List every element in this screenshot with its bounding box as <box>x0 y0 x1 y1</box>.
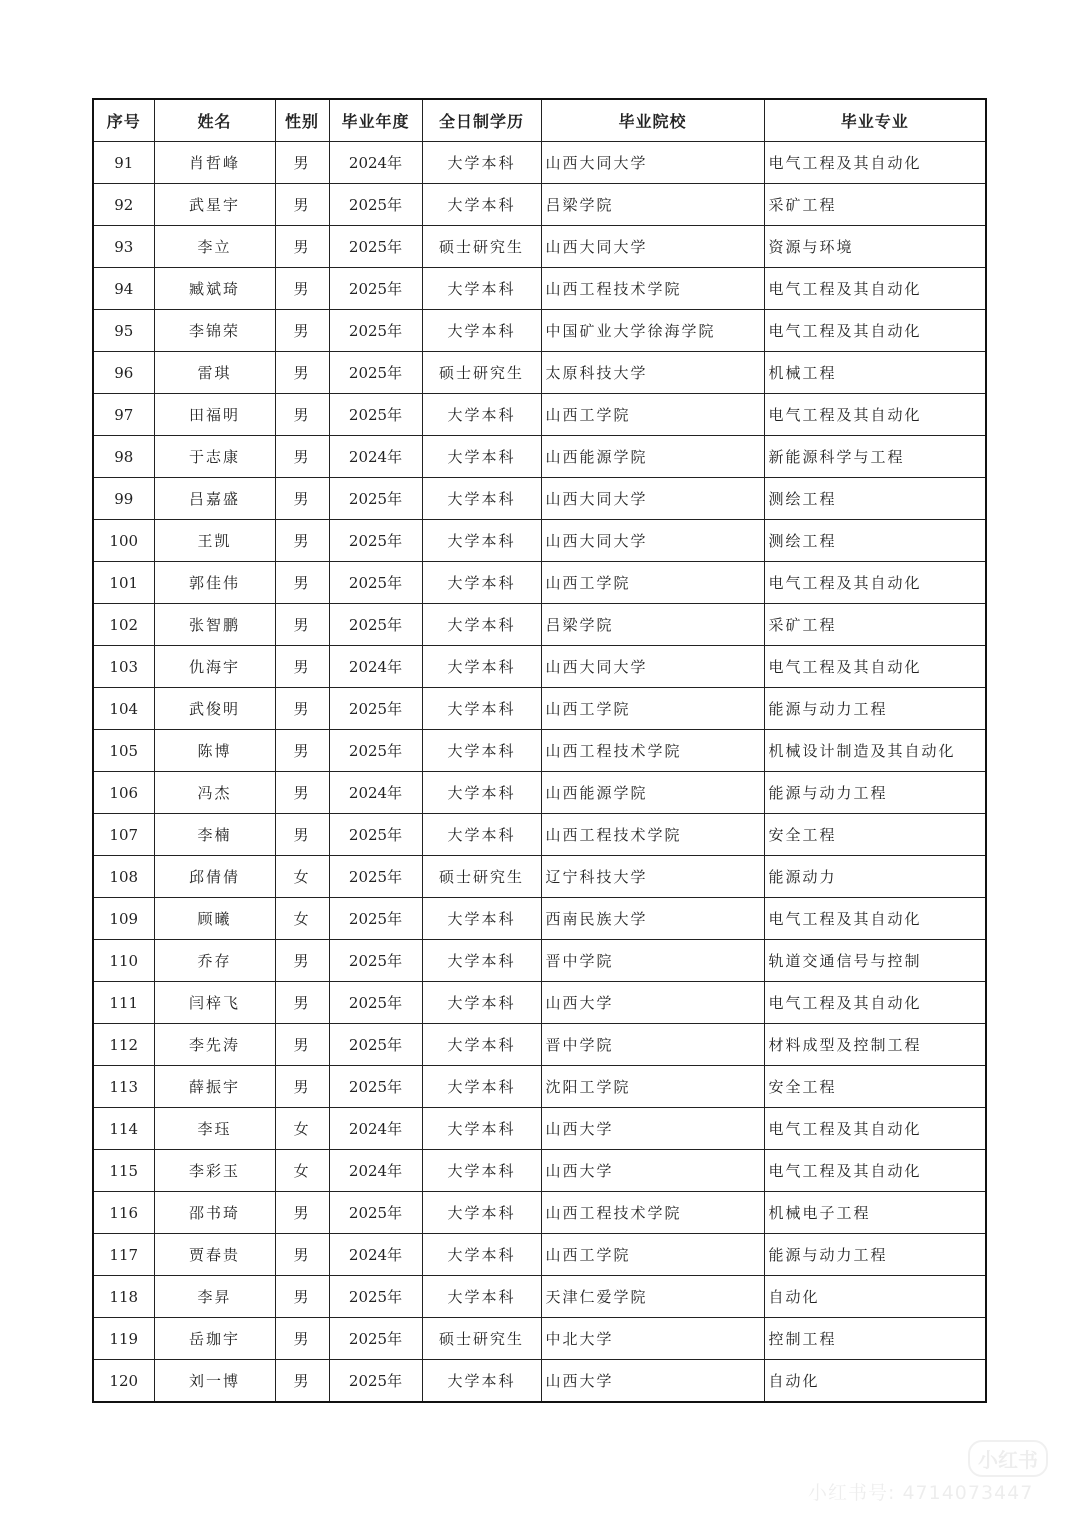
cell-school: 吕梁学院 <box>541 184 764 226</box>
cell-major: 电气工程及其自动化 <box>764 1108 986 1150</box>
cell-name: 田福明 <box>154 394 275 436</box>
cell-major: 新能源科学与工程 <box>764 436 986 478</box>
cell-name: 李先涛 <box>154 1024 275 1066</box>
cell-index: 107 <box>93 814 154 856</box>
header-grad-year: 毕业年度 <box>329 99 422 142</box>
cell-school: 山西工程技术学院 <box>541 268 764 310</box>
cell-name: 刘一博 <box>154 1360 275 1403</box>
cell-grad-year: 2025年 <box>329 604 422 646</box>
cell-grad-year: 2025年 <box>329 856 422 898</box>
table-row <box>93 352 986 394</box>
cell-name: 薛振宇 <box>154 1066 275 1108</box>
cell-gender: 男 <box>275 562 329 604</box>
table-row <box>93 772 986 814</box>
cell-grad-year: 2025年 <box>329 394 422 436</box>
table-row <box>93 646 986 688</box>
cell-gender: 男 <box>275 1276 329 1318</box>
table-row <box>93 310 986 352</box>
cell-school: 山西大学 <box>541 1360 764 1403</box>
cell-degree: 硕士研究生 <box>422 856 541 898</box>
cell-degree: 大学本科 <box>422 394 541 436</box>
table-row <box>93 184 986 226</box>
table-row <box>93 1024 986 1066</box>
cell-grad-year: 2024年 <box>329 1150 422 1192</box>
cell-degree: 大学本科 <box>422 646 541 688</box>
cell-degree: 大学本科 <box>422 772 541 814</box>
cell-grad-year: 2025年 <box>329 478 422 520</box>
cell-degree: 大学本科 <box>422 478 541 520</box>
cell-index: 119 <box>93 1318 154 1360</box>
cell-grad-year: 2025年 <box>329 940 422 982</box>
cell-index: 103 <box>93 646 154 688</box>
cell-major: 机械电子工程 <box>764 1192 986 1234</box>
cell-name: 王凯 <box>154 520 275 562</box>
cell-gender: 男 <box>275 1318 329 1360</box>
cell-name: 李彩玉 <box>154 1150 275 1192</box>
header-major: 毕业专业 <box>764 99 986 142</box>
cell-gender: 男 <box>275 436 329 478</box>
cell-grad-year: 2025年 <box>329 898 422 940</box>
cell-index: 116 <box>93 1192 154 1234</box>
cell-name: 李昇 <box>154 1276 275 1318</box>
cell-school: 晋中学院 <box>541 1024 764 1066</box>
cell-name: 张智鹏 <box>154 604 275 646</box>
cell-major: 自动化 <box>764 1360 986 1403</box>
graduate-list-table <box>92 98 987 1403</box>
cell-major: 电气工程及其自动化 <box>764 1150 986 1192</box>
table-row <box>93 142 986 184</box>
cell-index: 118 <box>93 1276 154 1318</box>
cell-degree: 大学本科 <box>422 1024 541 1066</box>
cell-school: 山西大同大学 <box>541 646 764 688</box>
cell-degree: 大学本科 <box>422 436 541 478</box>
cell-gender: 男 <box>275 478 329 520</box>
cell-school: 山西工学院 <box>541 394 764 436</box>
cell-school: 晋中学院 <box>541 940 764 982</box>
cell-grad-year: 2025年 <box>329 1066 422 1108</box>
cell-name: 贾春贵 <box>154 1234 275 1276</box>
cell-index: 96 <box>93 352 154 394</box>
table-row <box>93 982 986 1024</box>
table-row <box>93 268 986 310</box>
cell-grad-year: 2024年 <box>329 436 422 478</box>
table-row <box>93 1318 986 1360</box>
cell-school: 山西工程技术学院 <box>541 730 764 772</box>
cell-index: 105 <box>93 730 154 772</box>
header-index: 序号 <box>93 99 154 142</box>
cell-index: 113 <box>93 1066 154 1108</box>
table-row <box>93 856 986 898</box>
cell-school: 天津仁爱学院 <box>541 1276 764 1318</box>
cell-school: 山西大学 <box>541 982 764 1024</box>
table-row <box>93 562 986 604</box>
cell-degree: 大学本科 <box>422 1192 541 1234</box>
cell-degree: 大学本科 <box>422 604 541 646</box>
cell-major: 资源与环境 <box>764 226 986 268</box>
cell-degree: 大学本科 <box>422 982 541 1024</box>
cell-grad-year: 2024年 <box>329 142 422 184</box>
cell-degree: 硕士研究生 <box>422 352 541 394</box>
cell-gender: 男 <box>275 352 329 394</box>
cell-school: 山西能源学院 <box>541 436 764 478</box>
cell-index: 100 <box>93 520 154 562</box>
cell-school: 山西大同大学 <box>541 520 764 562</box>
cell-major: 电气工程及其自动化 <box>764 142 986 184</box>
cell-major: 机械设计制造及其自动化 <box>764 730 986 772</box>
cell-grad-year: 2025年 <box>329 814 422 856</box>
cell-degree: 大学本科 <box>422 1150 541 1192</box>
cell-school: 山西工学院 <box>541 562 764 604</box>
cell-major: 采矿工程 <box>764 604 986 646</box>
cell-degree: 大学本科 <box>422 688 541 730</box>
cell-degree: 大学本科 <box>422 268 541 310</box>
cell-school: 太原科技大学 <box>541 352 764 394</box>
cell-gender: 男 <box>275 730 329 772</box>
cell-school: 山西工学院 <box>541 1234 764 1276</box>
cell-grad-year: 2025年 <box>329 310 422 352</box>
cell-grad-year: 2025年 <box>329 268 422 310</box>
table-row <box>93 940 986 982</box>
cell-name: 李珏 <box>154 1108 275 1150</box>
header-degree: 全日制学历 <box>422 99 541 142</box>
cell-name: 邱倩倩 <box>154 856 275 898</box>
cell-major: 轨道交通信号与控制 <box>764 940 986 982</box>
header-name: 姓名 <box>154 99 275 142</box>
cell-gender: 男 <box>275 394 329 436</box>
watermark-account: 小红书号: 4714073447 <box>808 1482 1034 1504</box>
cell-major: 安全工程 <box>764 1066 986 1108</box>
header-school: 毕业院校 <box>541 99 764 142</box>
cell-major: 能源与动力工程 <box>764 772 986 814</box>
cell-degree: 大学本科 <box>422 940 541 982</box>
table-row <box>93 814 986 856</box>
table-row <box>93 520 986 562</box>
cell-index: 92 <box>93 184 154 226</box>
cell-major: 采矿工程 <box>764 184 986 226</box>
cell-name: 邵书琦 <box>154 1192 275 1234</box>
cell-gender: 男 <box>275 646 329 688</box>
cell-gender: 男 <box>275 772 329 814</box>
table-row <box>93 1192 986 1234</box>
cell-school: 西南民族大学 <box>541 898 764 940</box>
cell-school: 沈阳工学院 <box>541 1066 764 1108</box>
cell-degree: 大学本科 <box>422 814 541 856</box>
table-row <box>93 688 986 730</box>
table-row <box>93 478 986 520</box>
cell-gender: 男 <box>275 310 329 352</box>
cell-index: 120 <box>93 1360 154 1403</box>
cell-index: 98 <box>93 436 154 478</box>
cell-name: 臧斌琦 <box>154 268 275 310</box>
cell-grad-year: 2024年 <box>329 1234 422 1276</box>
cell-grad-year: 2025年 <box>329 730 422 772</box>
cell-major: 能源与动力工程 <box>764 688 986 730</box>
cell-index: 97 <box>93 394 154 436</box>
cell-gender: 男 <box>275 1024 329 1066</box>
cell-school: 吕梁学院 <box>541 604 764 646</box>
cell-grad-year: 2025年 <box>329 1024 422 1066</box>
cell-grad-year: 2025年 <box>329 184 422 226</box>
cell-gender: 男 <box>275 520 329 562</box>
cell-name: 吕嘉盛 <box>154 478 275 520</box>
cell-name: 郭佳伟 <box>154 562 275 604</box>
cell-degree: 大学本科 <box>422 1066 541 1108</box>
cell-gender: 男 <box>275 814 329 856</box>
cell-degree: 大学本科 <box>422 562 541 604</box>
cell-school: 山西大同大学 <box>541 142 764 184</box>
cell-gender: 男 <box>275 268 329 310</box>
table-row <box>93 1066 986 1108</box>
cell-name: 冯杰 <box>154 772 275 814</box>
cell-school: 山西大学 <box>541 1150 764 1192</box>
cell-major: 电气工程及其自动化 <box>764 982 986 1024</box>
cell-school: 山西工程技术学院 <box>541 814 764 856</box>
cell-school: 山西工程技术学院 <box>541 1192 764 1234</box>
cell-name: 肖哲峰 <box>154 142 275 184</box>
cell-degree: 大学本科 <box>422 1360 541 1403</box>
cell-grad-year: 2025年 <box>329 352 422 394</box>
cell-name: 岳珈宇 <box>154 1318 275 1360</box>
table-row <box>93 604 986 646</box>
cell-degree: 大学本科 <box>422 520 541 562</box>
cell-name: 乔存 <box>154 940 275 982</box>
cell-school: 中北大学 <box>541 1318 764 1360</box>
cell-degree: 大学本科 <box>422 310 541 352</box>
cell-grad-year: 2024年 <box>329 646 422 688</box>
cell-major: 电气工程及其自动化 <box>764 268 986 310</box>
table-row <box>93 898 986 940</box>
cell-degree: 硕士研究生 <box>422 226 541 268</box>
cell-degree: 大学本科 <box>422 730 541 772</box>
cell-gender: 女 <box>275 1108 329 1150</box>
cell-index: 104 <box>93 688 154 730</box>
cell-grad-year: 2024年 <box>329 1108 422 1150</box>
cell-major: 电气工程及其自动化 <box>764 394 986 436</box>
cell-index: 115 <box>93 1150 154 1192</box>
cell-gender: 女 <box>275 1150 329 1192</box>
cell-index: 117 <box>93 1234 154 1276</box>
cell-degree: 硕士研究生 <box>422 1318 541 1360</box>
cell-grad-year: 2025年 <box>329 1276 422 1318</box>
cell-name: 顾曦 <box>154 898 275 940</box>
cell-gender: 男 <box>275 184 329 226</box>
cell-name: 李楠 <box>154 814 275 856</box>
cell-index: 106 <box>93 772 154 814</box>
cell-name: 李立 <box>154 226 275 268</box>
cell-index: 95 <box>93 310 154 352</box>
cell-major: 能源与动力工程 <box>764 1234 986 1276</box>
cell-gender: 男 <box>275 1360 329 1403</box>
cell-gender: 男 <box>275 226 329 268</box>
cell-index: 109 <box>93 898 154 940</box>
table-row <box>93 1360 986 1403</box>
cell-major: 材料成型及控制工程 <box>764 1024 986 1066</box>
cell-name: 闫梓飞 <box>154 982 275 1024</box>
cell-degree: 大学本科 <box>422 1234 541 1276</box>
cell-gender: 男 <box>275 142 329 184</box>
cell-index: 91 <box>93 142 154 184</box>
table-row <box>93 1150 986 1192</box>
cell-index: 110 <box>93 940 154 982</box>
cell-grad-year: 2025年 <box>329 982 422 1024</box>
table-row <box>93 730 986 772</box>
cell-gender: 女 <box>275 898 329 940</box>
cell-major: 电气工程及其自动化 <box>764 562 986 604</box>
cell-school: 辽宁科技大学 <box>541 856 764 898</box>
cell-major: 测绘工程 <box>764 478 986 520</box>
cell-index: 93 <box>93 226 154 268</box>
cell-gender: 男 <box>275 982 329 1024</box>
cell-index: 94 <box>93 268 154 310</box>
cell-index: 102 <box>93 604 154 646</box>
cell-name: 武星宇 <box>154 184 275 226</box>
cell-name: 陈博 <box>154 730 275 772</box>
cell-name: 武俊明 <box>154 688 275 730</box>
cell-grad-year: 2025年 <box>329 1360 422 1403</box>
cell-index: 111 <box>93 982 154 1024</box>
cell-gender: 男 <box>275 604 329 646</box>
table-header-row <box>93 99 986 142</box>
cell-grad-year: 2025年 <box>329 520 422 562</box>
cell-school: 山西工学院 <box>541 688 764 730</box>
table-row <box>93 1108 986 1150</box>
cell-major: 自动化 <box>764 1276 986 1318</box>
cell-grad-year: 2024年 <box>329 772 422 814</box>
cell-gender: 男 <box>275 1192 329 1234</box>
header-gender: 性别 <box>275 99 329 142</box>
table-row <box>93 1276 986 1318</box>
cell-degree: 大学本科 <box>422 142 541 184</box>
cell-gender: 男 <box>275 1066 329 1108</box>
cell-school: 山西大同大学 <box>541 226 764 268</box>
cell-gender: 男 <box>275 940 329 982</box>
cell-gender: 女 <box>275 856 329 898</box>
table-row <box>93 1234 986 1276</box>
cell-school: 中国矿业大学徐海学院 <box>541 310 764 352</box>
cell-name: 仇海宇 <box>154 646 275 688</box>
cell-major: 测绘工程 <box>764 520 986 562</box>
cell-name: 李锦荣 <box>154 310 275 352</box>
cell-name: 雷琪 <box>154 352 275 394</box>
cell-grad-year: 2025年 <box>329 226 422 268</box>
cell-major: 电气工程及其自动化 <box>764 310 986 352</box>
cell-degree: 大学本科 <box>422 898 541 940</box>
cell-school: 山西能源学院 <box>541 772 764 814</box>
cell-index: 99 <box>93 478 154 520</box>
cell-degree: 大学本科 <box>422 184 541 226</box>
cell-major: 能源动力 <box>764 856 986 898</box>
cell-index: 108 <box>93 856 154 898</box>
table-row <box>93 394 986 436</box>
cell-major: 控制工程 <box>764 1318 986 1360</box>
cell-grad-year: 2025年 <box>329 688 422 730</box>
cell-gender: 男 <box>275 688 329 730</box>
cell-degree: 大学本科 <box>422 1276 541 1318</box>
cell-major: 电气工程及其自动化 <box>764 898 986 940</box>
cell-school: 山西大学 <box>541 1108 764 1150</box>
cell-grad-year: 2025年 <box>329 562 422 604</box>
cell-grad-year: 2025年 <box>329 1318 422 1360</box>
watermark-logo: 小红书 <box>968 1440 1048 1477</box>
cell-major: 安全工程 <box>764 814 986 856</box>
cell-name: 于志康 <box>154 436 275 478</box>
cell-grad-year: 2025年 <box>329 1192 422 1234</box>
cell-degree: 大学本科 <box>422 1108 541 1150</box>
cell-index: 112 <box>93 1024 154 1066</box>
cell-index: 101 <box>93 562 154 604</box>
cell-major: 机械工程 <box>764 352 986 394</box>
cell-major: 电气工程及其自动化 <box>764 646 986 688</box>
table-row <box>93 226 986 268</box>
cell-school: 山西大同大学 <box>541 478 764 520</box>
cell-gender: 男 <box>275 1234 329 1276</box>
cell-index: 114 <box>93 1108 154 1150</box>
table-row <box>93 436 986 478</box>
